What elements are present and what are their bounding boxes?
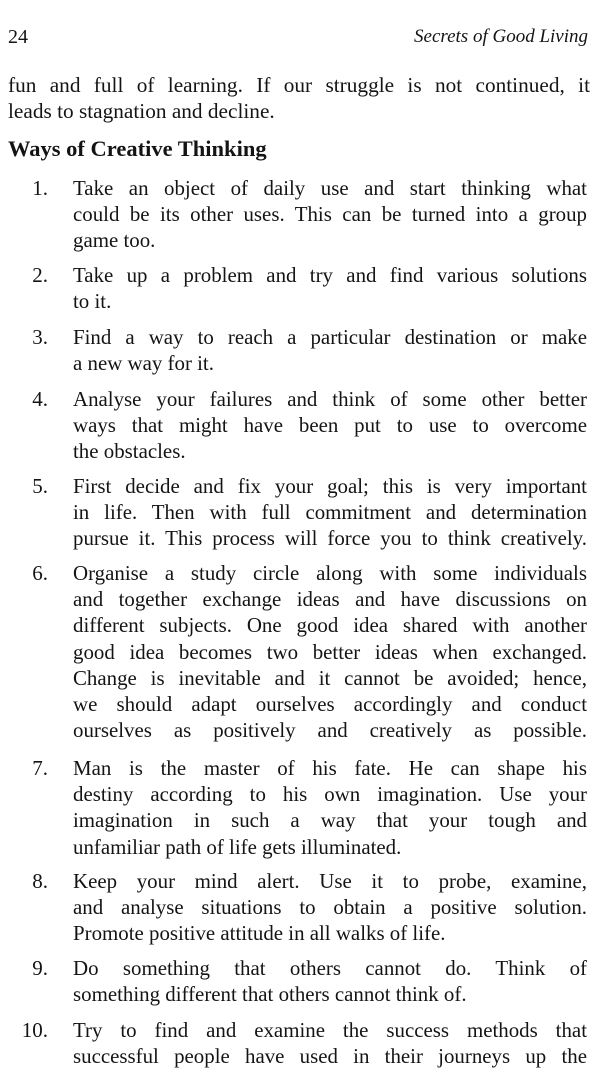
list-item-line: Promote positive attitude in all walks of life. — [73, 921, 446, 946]
list-item-line: different subjects. One good idea shared with another — [73, 613, 587, 638]
list-item-number: 8. — [32, 869, 48, 893]
list-item-number: 6. — [32, 561, 48, 585]
list-item-text — [73, 262, 587, 314]
list-item-line: to it. — [73, 289, 112, 314]
list-item-line: a new way for it. — [73, 351, 214, 376]
list-item-line: Take an object of daily use and start thinking what — [73, 176, 587, 200]
list-item-line: pursue it. This process will force you to think creatively. — [73, 526, 587, 551]
list-item-line: Keep your mind alert. Use it to probe, examine, — [73, 869, 587, 893]
book-title: Secrets of Good Living — [414, 26, 588, 47]
list-item-line: game too. — [73, 228, 156, 253]
list-item-line: unfamiliar path of life gets illuminated. — [73, 834, 402, 859]
list-item-line: Change is inevitable and it cannot be avoided; hence, — [73, 665, 587, 690]
list-item-line: Do something that others cannot do. Think of — [73, 956, 587, 980]
intro-line: fun and full of learning. If our struggle is not continued, it — [8, 73, 590, 97]
list-item-line: could be its other uses. This can be turned into a group — [73, 202, 587, 227]
list-item-text — [73, 324, 587, 376]
list-item-text — [73, 755, 587, 860]
list-item-line: Find a way to reach a particular destination or make — [73, 325, 587, 349]
list-item-line: First decide and fix your goal; this is very important — [73, 474, 587, 498]
list-item-number: 9. — [32, 956, 48, 980]
list-item-line: imagination in such a way that your tough and — [73, 808, 587, 833]
list-item-text — [73, 560, 587, 743]
list-item-line: good idea becomes two better ideas when exchanged. — [73, 639, 587, 664]
list-item-line: Try to find and examine the success methods that — [73, 1018, 587, 1042]
list-item-line: and analyse situations to obtain a positive solution. — [73, 895, 587, 920]
list-item-text — [73, 868, 587, 947]
list-item-line: ourselves as positively and creatively as possible. — [73, 718, 587, 743]
list-item-text — [73, 473, 587, 552]
list-item-text — [73, 1017, 587, 1069]
list-item-number: 4. — [32, 387, 48, 411]
list-item-line: something different that others cannot think of. — [73, 982, 467, 1007]
list-item-line: and together exchange ideas and have discussions on — [73, 587, 587, 612]
list-item-line: ways that might have been put to use to overcome — [73, 413, 587, 438]
list-item-line: Man is the master of his fate. He can shape his — [73, 756, 587, 780]
list-item-line: in life. Then with full commitment and determination — [73, 500, 587, 525]
list-item-line: the obstacles. — [73, 439, 186, 464]
list-item-line: Analyse your failures and think of some other better — [73, 387, 587, 411]
section-heading: Ways of Creative Thinking — [8, 136, 267, 161]
list-item-text — [73, 175, 587, 254]
list-item-line: Organise a study circle along with some individuals — [73, 561, 587, 585]
intro-line: leads to stagnation and decline. — [8, 99, 275, 123]
list-item-number: 7. — [32, 756, 48, 780]
list-item-number: 5. — [32, 474, 48, 498]
list-item-line: destiny according to his own imagination. Use your — [73, 782, 587, 807]
list-item-number: 1. — [32, 176, 48, 200]
list-item-line: Take up a problem and try and find various solutions — [73, 263, 587, 287]
list-item-text — [73, 386, 587, 465]
list-item-number: 10. — [21, 1018, 48, 1042]
list-item-line: successful people have used in their journeys up the — [73, 1044, 587, 1069]
list-item-number: 2. — [32, 263, 48, 287]
list-item-number: 3. — [32, 325, 48, 349]
list-item-text — [73, 955, 587, 1007]
list-item-line: we should adapt ourselves accordingly and conduct — [73, 692, 587, 717]
page-number: 24 — [8, 26, 28, 48]
